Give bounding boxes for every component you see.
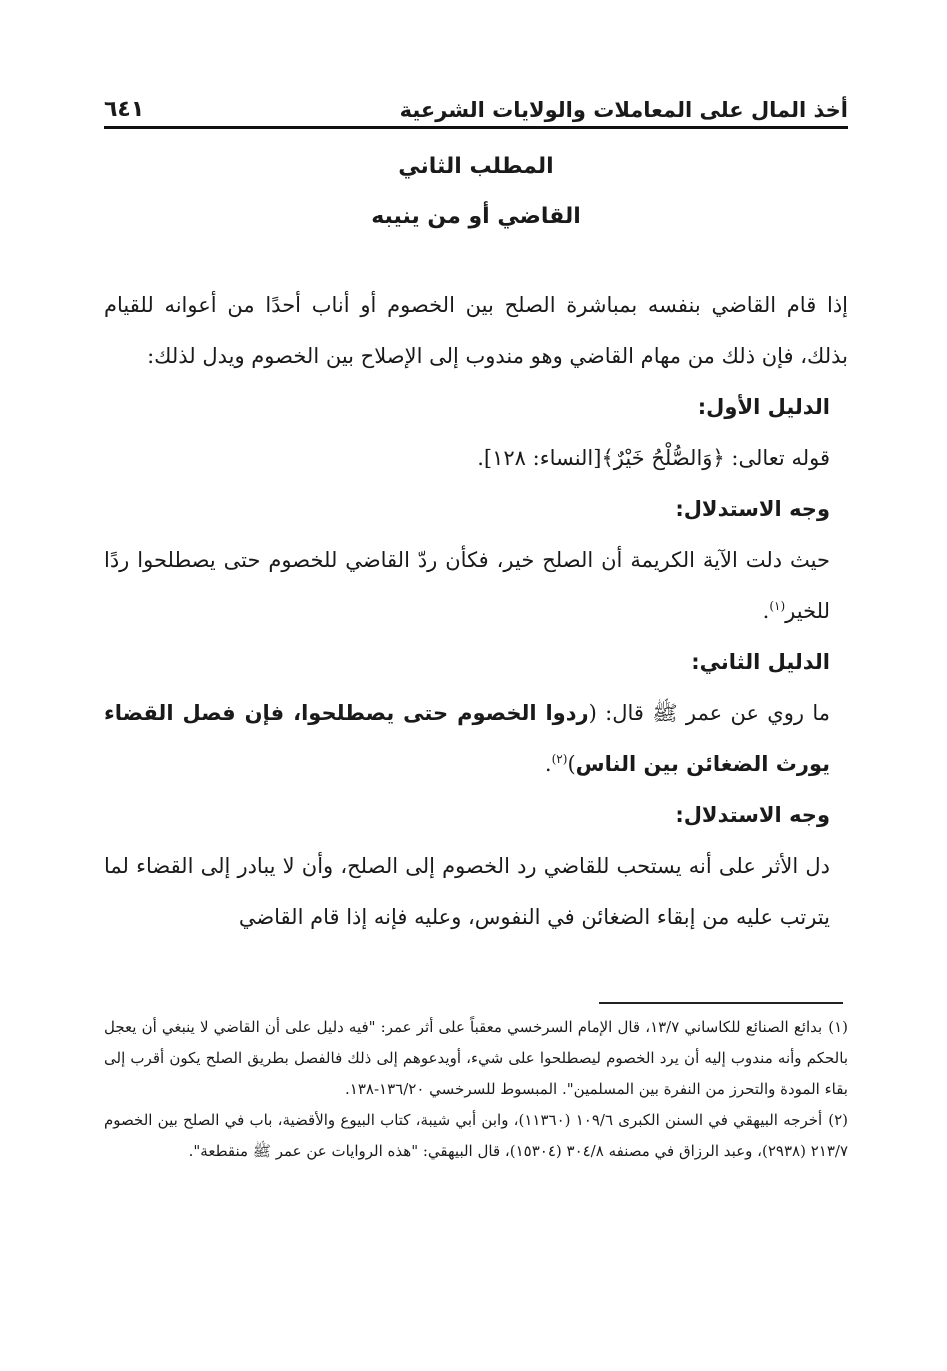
evidence2-intro: ما روي عن عمر ﷺ قال: (	[588, 701, 830, 725]
footnote-2-number: (٢)	[828, 1111, 849, 1129]
inference2-heading: وجه الاستدلال:	[675, 803, 830, 827]
inference2-text: دل الأثر على أنه يستحب للقاضي رد الخصوم إلى الصلح، وأن لا يبادر إلى القضاء لما يترتب عليه من إبقاء الضغائن في النفوس، وعليه فإنه إذا قام القاضي	[104, 854, 830, 929]
running-header	[104, 88, 848, 122]
footnotes	[104, 1012, 848, 1167]
footnote-1	[104, 1012, 848, 1105]
evidence1-text: قوله تعالى: ﴿وَالصُّلْحُ خَيْرٌ﴾[النساء: ١٢٨].	[477, 446, 830, 470]
section-title: المطلب الثاني	[398, 154, 554, 179]
section-subtitle: القاضي أو من ينيبه	[371, 204, 581, 229]
header-divider	[104, 126, 848, 129]
running-title: أخذ المال على المعاملات والولايات الشرعية	[399, 98, 848, 122]
footnote-2	[104, 1105, 848, 1167]
main-text	[104, 280, 848, 943]
inference1-heading: وجه الاستدلال:	[675, 497, 830, 521]
footnote-1-text: بدائع الصنائع للكاساني ١٣/٧، قال الإمام السرخسي معقباً على أثر عمر: "فيه دليل على أن القاضي لا ينبغي أن يعجل بالحكم وأنه مندوب إليه أن يرد الخصوم ليصطلحوا على شيء، أويدعوهم إلى ذلك فالفصل بطريق الصلح يكون أقرب إلى بقاء المودة والتحرز من النفرة بين المسلمين". المبسوط للسرخسي ١٣٦/٢٠-١٣٨.	[104, 1018, 848, 1098]
intro-paragraph: إذا قام القاضي بنفسه بمباشرة الصلح بين الخصوم أو أناب أحدًا من أعوانه للقيام بذلك، فإن ذلك من مهام القاضي وهو مندوب إلى الإصلاح بين الخصوم ويدل لذلك:	[104, 293, 848, 368]
evidence2-quote: ردوا الخصوم حتى يصطلحوا، فإن فصل القضاء يورث الضغائن بين الناس	[104, 701, 830, 776]
inference1-paragraph: حيث دلت الآية الكريمة أن الصلح خير، فكأن ردّ القاضي للخصوم حتى يصطلحوا ردًا للخير$^{(١)}$.	[104, 548, 830, 623]
footnote-ref-2[interactable]: (٢)	[551, 752, 568, 766]
evidence1-heading: الدليل الأول:	[697, 395, 830, 419]
footnote-ref-1[interactable]: (١)	[769, 599, 786, 613]
footnote-1-number: (١)	[828, 1018, 848, 1036]
evidence2-heading: الدليل الثاني:	[691, 650, 830, 674]
evidence2-paragraph: ما روي عن عمر ﷺ قال: (ردوا الخصوم حتى يصطلحوا، فإن فصل القضاء يورث الضغائن بين الناس)$^{(٢)}$.	[104, 701, 830, 776]
footnote-2-text: أخرجه البيهقي في السنن الكبرى ١٠٩/٦ (١١٣٦٠)، وابن أبي شيبة، كتاب البيوع والأقضية، باب في الصلح بين الخصوم ٢١٣/٧ (٢٩٣٨)، وعبد الرزاق في مصنفه ٣٠٤/٨ (١٥٣٠٤)، قال البيهقي: "هذه الروايات عن عمر ﷺ منقطعة".	[104, 1111, 848, 1160]
footnote-divider	[599, 1002, 843, 1004]
evidence2-close: )	[567, 752, 576, 776]
inference1-text: حيث دلت الآية الكريمة أن الصلح خير، فكأن ردّ القاضي للخصوم حتى يصطلحوا ردًا للخير	[104, 548, 830, 623]
page-number: ٦٤١	[104, 97, 145, 122]
